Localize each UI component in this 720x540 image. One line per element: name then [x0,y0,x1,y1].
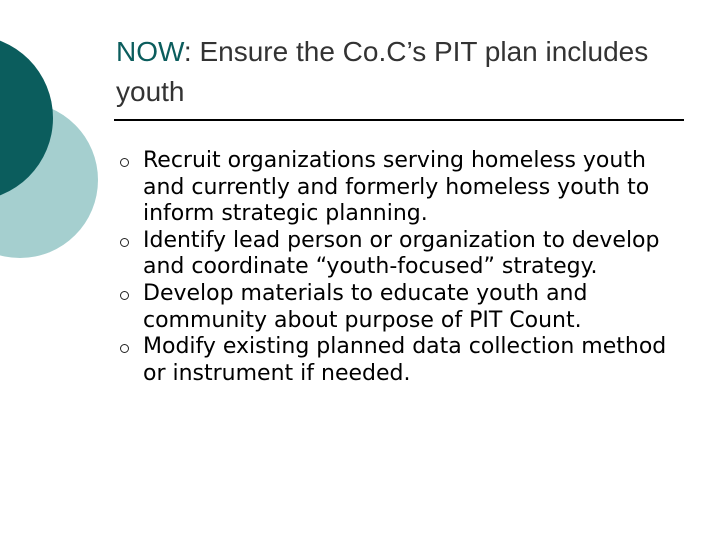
hollow-circle-icon [120,238,129,247]
bullet-text: Develop materials to educate youth and community about purpose of PIT Count. [143,280,588,333]
bullet-item [114,148,674,228]
decorative-circles [0,0,110,290]
title-divider [114,119,684,121]
bullet-text: Identify lead person or organization to develop and coordinate “youth-focused” strategy. [143,227,660,280]
slide-title [116,32,676,112]
bullet-item [114,281,674,334]
hollow-circle-icon [120,158,129,167]
bullet-text: Modify existing planned data collection method or instrument if needed. [143,334,667,386]
title-rest: : Ensure the Co.C’s PIT plan includes youth [116,36,649,107]
bullet-item [114,334,674,387]
hollow-circle-icon [120,291,129,300]
bullet-text: Recruit organizations serving homeless youth and currently and formerly homeless youth to inform strategic planning. [143,148,650,227]
hollow-circle-icon [120,344,129,353]
title-lead: NOW [116,36,184,67]
bullet-item [114,228,674,281]
bullet-list [114,148,674,387]
